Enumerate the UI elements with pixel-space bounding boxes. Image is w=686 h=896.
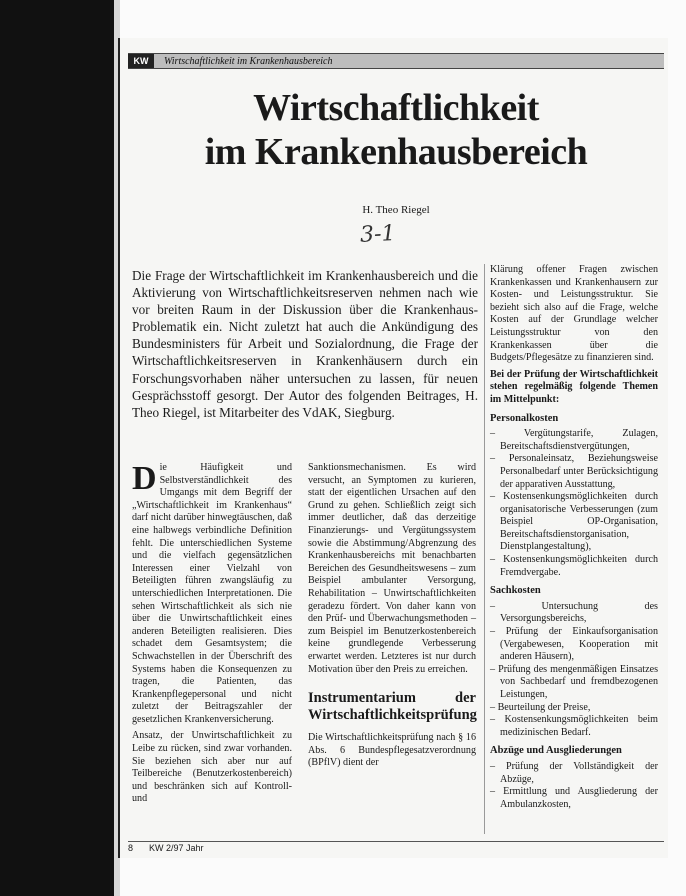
column-3 [490, 264, 658, 811]
drop-cap: D [132, 460, 157, 497]
subheading-abzuege: Abzüge und Ausgliederungen [490, 745, 622, 757]
section-heading: Instrumentarium der Wirtschaftlichkeitsprüfung [308, 690, 477, 724]
subheading-sachkosten: Sachkosten [490, 585, 541, 597]
col1-paragraph-1: ie Häufigkeit und Selbstverständlichkeit des Umgangs mit dem Begriff der „Wirtschaftlichkeit im Krankenhaus“ darf nicht darüber hinwegtäuschen, daß eine halbwegs verbindliche Definition fehlt. Die unterschiedlichen Systeme und die vielfach gegensätzlichen Interessen einer Vielzahl von Beteiligten führen zwangsläufig zu unterschiedlichen Interpretationen. Die sehen Wirtschaftlichkeit als sich nie über die Unwirtschaftlichkeit eines anderen Beteiligten realisieren. Dies schadet dem Gesamtsystem; die Schwachstellen in der Überschrift des Systems haben die Konsequenzen zu tragen, die Patienten, das Krankenpflegepersonal und nicht zuletzt der Beitragszahler der gesetzlichen Krankenversicherung. [132, 462, 292, 725]
title-line-1: Wirtschaftlichkeit [253, 87, 539, 129]
col2-paragraph-2: Die Wirtschaftlichkeitsprüfung nach § 16 Abs. 6 Bundespflegesatzverordnung (BPflV) dient der [308, 732, 476, 769]
scanner-dark-edge [0, 0, 114, 896]
list-item: – Kostensenkungsmöglichkeiten durch Fremdvergabe. [490, 554, 658, 578]
list-item: – Ermittlung und Ausgliederung der Ambulanzkosten, [490, 786, 658, 810]
list-item: – Personaleinsatz, Beziehungsweise Personalbedarf unter Berücksichtigung der apparativen Ausstattung, [490, 453, 658, 490]
col1-paragraph-2: Ansatz, der Unwirtschaftlichkeit zu Leibe zu rücken, sind zwar vorhanden. Sie beziehen sich aber nur auf Teilbereiche (Benutzerkostenbereich) und beschränken sich auf Kontroll- und [132, 730, 292, 805]
column-2 [308, 462, 476, 774]
running-title: Wirtschaftlichkeit im Krankenhausbereich [164, 55, 333, 67]
list-item: – Untersuchung des Versorgungsbereichs, [490, 600, 658, 625]
title-line-2: im Krankenhausbereich [204, 131, 588, 173]
list-item: – Kostensenkungsmöglichkeiten durch organisatorische Verbesserungen (zum Beispiel OP-Organisation, Bereitschaftsdienstorganisation, Dienstplangestaltung), [490, 491, 658, 553]
list-item: – Prüfung des mengenmäßigen Einsatzes von Sachbedarf und fremdbezogenen Leistungen, [490, 663, 658, 700]
col3-bold-intro: Bei der Prüfung der Wirtschaftlichkeit stehen regelmäßig folgende Themen im Mittelpunkt: [490, 368, 658, 405]
list-item: – Kostensenkungsmöglichkeiten beim medizinischen Bedarf. [490, 714, 658, 738]
subheading-personalkosten: Personalkosten [490, 412, 559, 424]
list-item: – Vergütungstarife, Zulagen, Bereitschaftsdienstvergütungen, [490, 428, 658, 452]
col2-paragraph-1: Sanktionsmechanismen. Es wird versucht, an Symptomen zu kurieren, statt der eigentlichen Ursachen auf den Grund zu gehen. Schließlich zeigt sich immer deutlicher, daß das derzeitige Finanzierungs- und Vergütungssystem sowie die Abstimmung/Abgrenzung des Krankenhausbereichs mit benachbarten Bereichen des Gesundheitswesens – zum Beispiel ambulanter Versorgung, Rehabilitation – Unwirtschaftlichkeiten geradezu fördert. Von daher kann von den Prüf- und Überwachungsmethoden – zum Beispiel im Benutzerkostenbereich keine grundlegende Verbesserung erwartet werden. Letzteres ist nur durch Motivation über den Preis zu erreichen. [308, 462, 476, 675]
issue-info: KW 2/97 Jahr [149, 843, 204, 853]
lead-paragraph: Die Frage der Wirtschaftlichkeit im Krankenhausbereich und die Aktivierung von Wirtschaftlichkeitsreserven nehmen nach wie vor breiten Raum in der Diskussion über die Krankenhaus-Problematik ein. Nicht zuletzt hat auch die Ankündigung des Bundesministers für Arbeit und Sozialordnung, die Frage der Wirtschaftlichkeitsreserven in Krankenhäusern durch ein Forschungsvorhaben näher untersuchen zu lassen, für neuen Gesprächsstoff gesorgt. Der Autor des folgenden Beitrages, H. Theo Riegel, ist Mitarbeiter des VdAK, Siegburg. [132, 268, 478, 420]
list-item: – Prüfung der Einkaufsorganisation (Vergabewesen, Kooperation mit anderen Häusern), [490, 626, 658, 663]
list-item: – Prüfung der Vollständigkeit der Abzüge, [490, 760, 658, 785]
running-header [128, 53, 664, 69]
handwritten-note: 3-1 [359, 221, 397, 248]
column-1 [132, 462, 292, 810]
column-divider [484, 264, 485, 834]
col3-paragraph-1: Klärung offener Fragen zwischen Krankenkassen und Krankenhausern zur Kosten- und Leistungsstruktur. Sie bezieht sich also auf die Frage, welche Kosten auf der Grundlage welcher Leistungsstruktur von den Krankenkassen über die Budgets/Pflegesätze zu finanzieren sind. [490, 264, 658, 364]
article-author: H. Theo Riegel [362, 204, 430, 216]
page-footer [128, 841, 664, 854]
page-number: 8 [128, 843, 134, 853]
list-item: – Beurteilung der Preise, [490, 701, 591, 713]
publication-logo: KW [128, 54, 154, 68]
article-title [128, 86, 664, 174]
